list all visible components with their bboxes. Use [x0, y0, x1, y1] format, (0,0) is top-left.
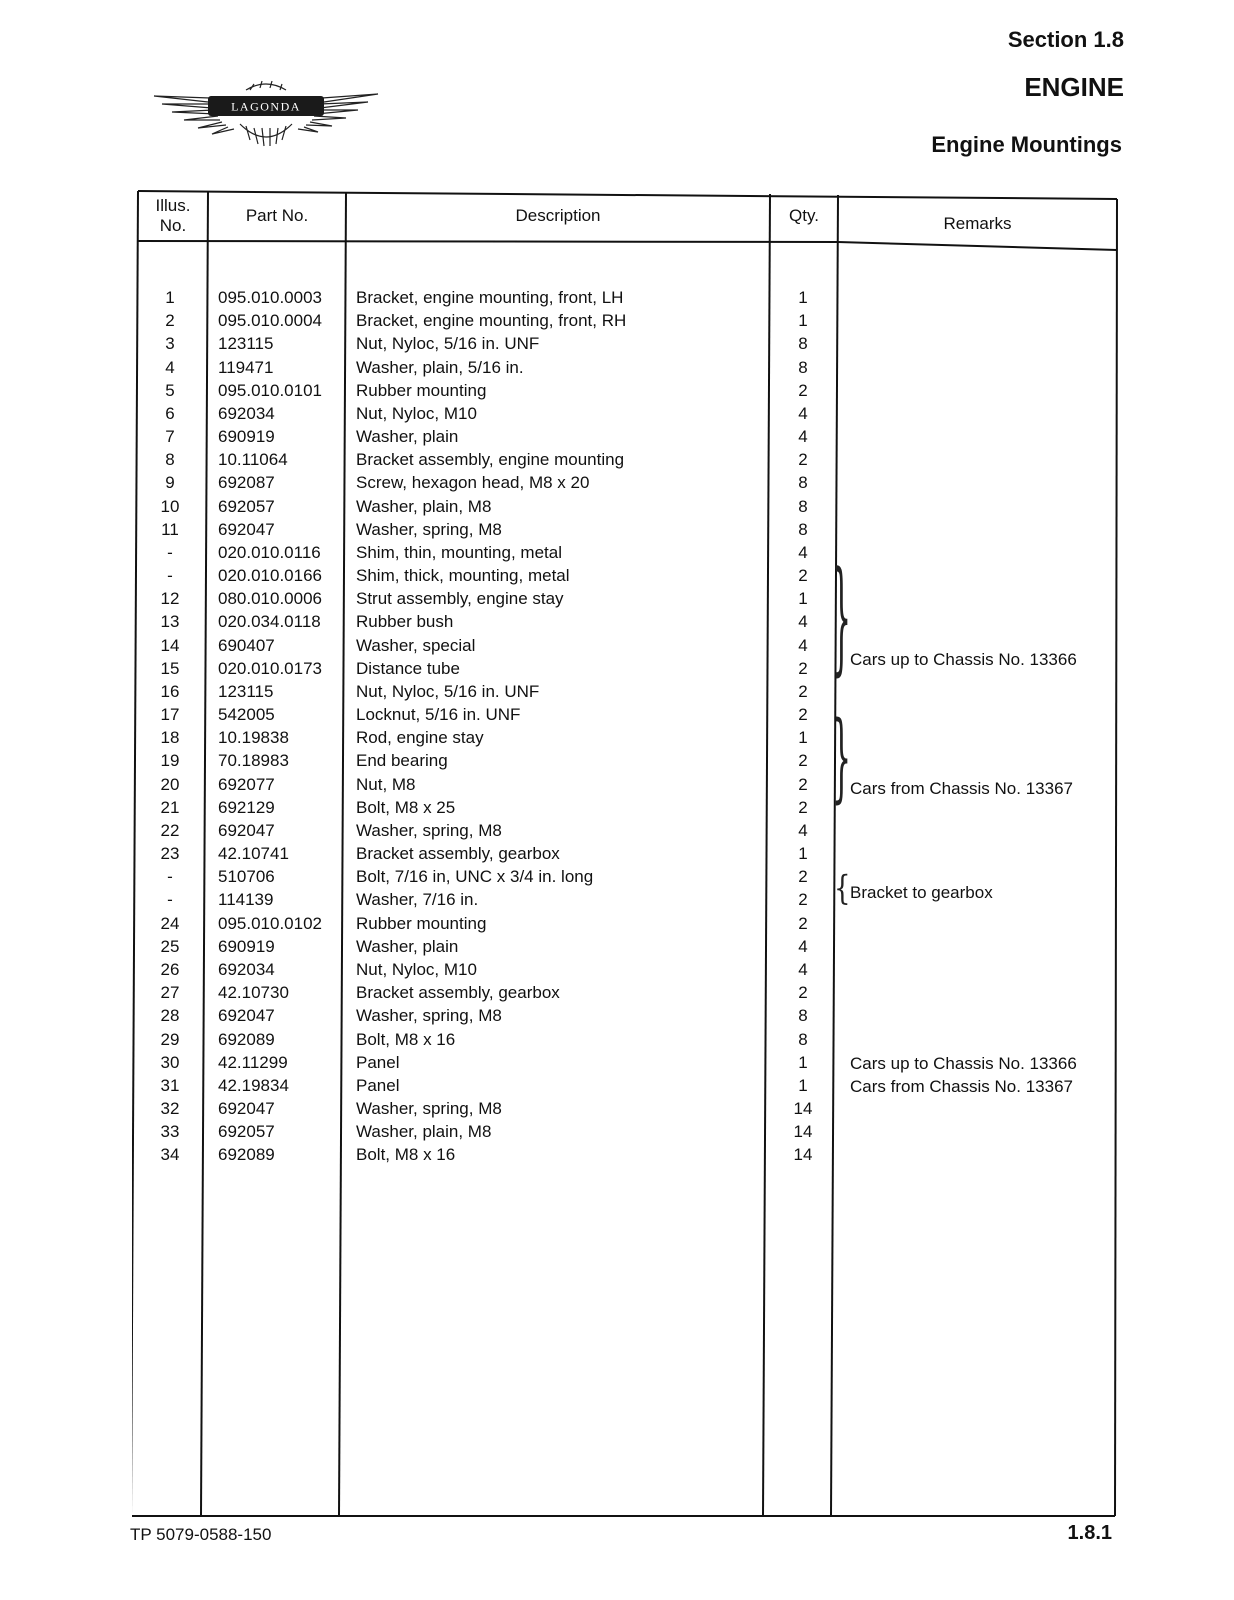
part-number-cell: 692089 [218, 1029, 275, 1049]
table-row [132, 842, 1122, 865]
illus-cell: 16 [160, 681, 180, 701]
table-row [132, 587, 1122, 610]
table-row [132, 564, 1122, 587]
quantity-cell: 4 [798, 542, 808, 562]
description-cell: Rubber mounting [356, 380, 487, 400]
table-row [132, 1028, 1122, 1051]
description-cell: Nut, Nyloc, 5/16 in. UNF [356, 681, 540, 701]
description-cell: Washer, 7/16 in. [356, 890, 479, 910]
description-cell: Panel [356, 1075, 400, 1095]
table-row [132, 726, 1122, 749]
quantity-cell: 8 [798, 496, 808, 516]
quantity-cell: 1 [798, 311, 808, 331]
column-header-remarks: Remarks [943, 214, 1012, 233]
quantity-cell: 2 [798, 983, 808, 1003]
quantity-cell: 2 [798, 751, 808, 771]
description-cell: Rubber mounting [356, 913, 487, 933]
description-cell: Bracket assembly, engine mounting [356, 450, 625, 470]
footer-page-number: 1.8.1 [1067, 1522, 1112, 1544]
column-header-description: Description [515, 206, 601, 225]
footer-reference: TP 5079-0588-150 [130, 1525, 272, 1544]
quantity-cell: 1 [798, 728, 808, 748]
table-row [132, 379, 1122, 402]
illus-cell: - [167, 867, 173, 887]
illus-cell: 2 [165, 311, 175, 331]
part-number-cell: 080.010.0006 [218, 589, 322, 609]
description-cell: Bolt, M8 x 16 [356, 1029, 456, 1049]
part-number-cell: 542005 [218, 705, 275, 725]
quantity-cell: 1 [798, 844, 808, 864]
description-cell: Washer, special [356, 635, 476, 655]
quantity-cell: 4 [798, 936, 808, 956]
quantity-cell: 1 [798, 1075, 808, 1095]
quantity-cell: 2 [798, 380, 808, 400]
illus-cell: - [167, 890, 173, 910]
table-row [132, 703, 1122, 726]
description-cell: Washer, plain [356, 427, 459, 447]
section-subtitle: Engine Mountings [931, 132, 1122, 157]
part-number-cell: 692077 [218, 774, 275, 794]
description-cell: Bracket assembly, gearbox [356, 844, 560, 864]
quantity-cell: 2 [798, 705, 808, 725]
remark-stay-early: Cars up to Chassis No. 13366 [850, 650, 1077, 669]
part-number-cell: 692047 [218, 1006, 275, 1026]
part-number-cell: 70.18983 [218, 751, 289, 771]
table-row [132, 309, 1122, 332]
part-number-cell: 095.010.0003 [218, 288, 322, 307]
quantity-cell: 2 [798, 797, 808, 817]
quantity-cell: 2 [798, 658, 808, 678]
quantity-cell: 8 [798, 519, 808, 539]
table-row [132, 448, 1122, 471]
table-row [132, 1143, 1122, 1166]
description-cell: Strut assembly, engine stay [356, 589, 564, 609]
illus-cell: 34 [160, 1145, 180, 1165]
part-number-cell: 692034 [218, 403, 275, 423]
part-number-cell: 692089 [218, 1145, 275, 1165]
illus-cell: 33 [160, 1122, 180, 1142]
description-cell: Bolt, M8 x 16 [356, 1145, 456, 1165]
illus-cell: 10 [160, 496, 180, 516]
table-row [132, 1120, 1122, 1143]
remark-stay-late: Cars from Chassis No. 13367 [850, 779, 1073, 798]
illus-cell: 11 [161, 519, 179, 539]
table-row [132, 332, 1122, 355]
description-cell: Shim, thick, mounting, metal [356, 566, 570, 586]
quantity-cell: 8 [798, 1029, 808, 1049]
description-cell: Bolt, 7/16 in, UNC x 3/4 in. long [356, 867, 594, 887]
table-row [132, 495, 1122, 518]
table-body [132, 286, 1122, 1167]
description-cell: Washer, spring, M8 [356, 1006, 502, 1026]
part-number-cell: 692129 [218, 797, 275, 817]
quantity-cell: 4 [798, 959, 808, 979]
illus-cell: 25 [160, 936, 180, 956]
illus-cell: 30 [160, 1052, 180, 1072]
description-cell: Locknut, 5/16 in. UNF [356, 705, 521, 725]
brace-stay-late: } [832, 703, 852, 816]
remark-panel-late: Cars from Chassis No. 13367 [850, 1077, 1073, 1096]
description-cell: Nut, Nyloc, M10 [356, 959, 477, 979]
part-number-cell: 42.19834 [218, 1075, 289, 1095]
description-cell: Nut, M8 [356, 774, 416, 794]
illus-cell: - [167, 542, 173, 562]
part-number-cell: 690407 [218, 635, 275, 655]
quantity-cell: 14 [793, 1122, 813, 1142]
illus-cell: 18 [160, 728, 180, 748]
table-row [132, 912, 1122, 935]
quantity-cell: 14 [793, 1099, 813, 1119]
illus-cell: 31 [160, 1075, 180, 1095]
description-cell: Bracket assembly, gearbox [356, 983, 560, 1003]
part-number-cell: 692057 [218, 496, 275, 516]
description-cell: Washer, spring, M8 [356, 1099, 502, 1119]
part-number-cell: 690919 [218, 427, 275, 447]
illus-cell: 5 [165, 380, 175, 400]
description-cell: Washer, spring, M8 [356, 519, 502, 539]
illus-cell: 22 [160, 820, 180, 840]
illus-cell: 12 [160, 589, 180, 609]
table-row [132, 518, 1122, 541]
illus-cell: 32 [160, 1099, 180, 1119]
illus-cell: 7 [165, 427, 175, 447]
part-number-cell: 095.010.0004 [218, 311, 322, 331]
quantity-cell: 8 [798, 357, 808, 377]
illus-cell: 1 [165, 288, 175, 307]
table-row [132, 541, 1122, 564]
part-number-cell: 020.010.0116 [218, 542, 321, 562]
quantity-cell: 2 [798, 566, 808, 586]
quantity-cell: 4 [798, 427, 808, 447]
svg-text:LAGONDA: LAGONDA [231, 99, 301, 114]
illus-cell: 13 [160, 612, 180, 632]
illus-cell: 20 [160, 774, 180, 794]
description-cell: Distance tube [356, 658, 460, 678]
part-number-cell: 114139 [218, 890, 274, 910]
quantity-cell: 4 [798, 635, 808, 655]
description-cell: Panel [356, 1052, 400, 1072]
quantity-cell: 1 [798, 1052, 808, 1072]
illus-cell: 14 [160, 635, 180, 655]
part-number-cell: 692047 [218, 1099, 275, 1119]
illus-cell: - [167, 566, 173, 586]
part-number-cell: 123115 [218, 334, 274, 354]
quantity-cell: 4 [798, 403, 808, 423]
quantity-cell: 1 [798, 288, 808, 307]
part-number-cell: 020.034.0118 [218, 612, 321, 632]
description-cell: Nut, Nyloc, 5/16 in. UNF [356, 334, 540, 354]
quantity-cell: 8 [798, 1006, 808, 1026]
part-number-cell: 020.010.0173 [218, 658, 322, 678]
table-row [132, 819, 1122, 842]
quantity-cell: 8 [798, 473, 808, 493]
part-number-cell: 095.010.0101 [218, 380, 322, 400]
description-cell: Screw, hexagon head, M8 x 20 [356, 473, 590, 493]
description-cell: Shim, thin, mounting, metal [356, 542, 562, 562]
quantity-cell: 2 [798, 867, 808, 887]
remark-panel-early: Cars up to Chassis No. 13366 [850, 1054, 1077, 1073]
table-row [132, 749, 1122, 772]
part-number-cell: 692057 [218, 1122, 275, 1142]
table-row [132, 471, 1122, 494]
quantity-cell: 2 [798, 681, 808, 701]
part-number-cell: 510706 [218, 867, 275, 887]
description-cell: Rubber bush [356, 612, 454, 632]
table-row [132, 356, 1122, 379]
part-number-cell: 095.010.0102 [218, 913, 322, 933]
quantity-cell: 2 [798, 450, 808, 470]
table-row [132, 1097, 1122, 1120]
part-number-cell: 10.19838 [218, 728, 289, 748]
quantity-cell: 8 [798, 334, 808, 354]
column-header-part: Part No. [245, 206, 309, 225]
quantity-cell: 14 [793, 1145, 813, 1165]
illus-cell: 6 [165, 403, 175, 423]
illus-cell: 26 [160, 959, 180, 979]
description-cell: Bracket, engine mounting, front, RH [356, 311, 627, 331]
part-number-cell: 692047 [218, 519, 275, 539]
part-number-cell: 692087 [218, 473, 275, 493]
illus-cell: 15 [160, 658, 180, 678]
table-row [132, 286, 1122, 309]
description-cell: Washer, plain, 5/16 in. [356, 357, 524, 377]
part-number-cell: 692047 [218, 820, 275, 840]
illus-cell: 3 [165, 334, 175, 354]
illus-cell: 4 [165, 357, 175, 377]
table-row [132, 981, 1122, 1004]
part-number-cell: 42.10741 [218, 844, 289, 864]
quantity-cell: 4 [798, 612, 808, 632]
part-number-cell: 020.010.0166 [218, 566, 322, 586]
description-cell: Bolt, M8 x 25 [356, 797, 456, 817]
description-cell: Nut, Nyloc, M10 [356, 403, 477, 423]
illus-cell: 27 [160, 983, 180, 1003]
illus-cell: 21 [160, 797, 180, 817]
section-label: Section 1.8 [1007, 27, 1124, 52]
illus-cell: 28 [160, 1006, 180, 1026]
lagonda-wings-logo [150, 78, 382, 150]
part-number-cell: 42.10730 [218, 983, 289, 1003]
section-title: ENGINE [1024, 72, 1124, 102]
part-number-cell: 42.11299 [218, 1052, 288, 1072]
remark-gearbox: Bracket to gearbox [850, 883, 993, 902]
quantity-cell: 2 [798, 913, 808, 933]
quantity-cell: 4 [798, 820, 808, 840]
table-row [132, 402, 1122, 425]
table-row [132, 680, 1122, 703]
table-row [132, 958, 1122, 981]
description-cell: Rod, engine stay [356, 728, 484, 748]
brace-stay-early: } [832, 547, 852, 692]
part-number-cell: 10.11064 [218, 450, 288, 470]
description-cell: Washer, spring, M8 [356, 820, 502, 840]
illus-cell: 8 [165, 450, 175, 470]
illus-cell: 29 [160, 1029, 180, 1049]
description-cell: Washer, plain, M8 [356, 1122, 492, 1142]
illus-cell: 9 [165, 473, 175, 493]
table-row [132, 935, 1122, 958]
brace-gearbox: { [834, 869, 851, 909]
column-header-illus: Illus. No. [155, 196, 191, 235]
description-cell: Washer, plain [356, 936, 459, 956]
table-row [132, 610, 1122, 633]
illus-cell: 24 [160, 913, 180, 933]
description-cell: End bearing [356, 751, 448, 771]
illus-cell: 19 [160, 751, 180, 771]
part-number-cell: 692034 [218, 959, 275, 979]
illus-cell: 23 [160, 844, 180, 864]
description-cell: Bracket, engine mounting, front, LH [356, 288, 624, 307]
part-number-cell: 690919 [218, 936, 275, 956]
table-row [132, 425, 1122, 448]
illus-cell: 17 [160, 705, 180, 725]
table-row [132, 1004, 1122, 1027]
quantity-cell: 1 [798, 589, 808, 609]
part-number-cell: 123115 [218, 681, 274, 701]
parts-table [132, 190, 1122, 1520]
column-header-qty: Qty. [789, 206, 819, 225]
part-number-cell: 119471 [218, 357, 274, 377]
quantity-cell: 2 [798, 774, 808, 794]
quantity-cell: 2 [798, 890, 808, 910]
description-cell: Washer, plain, M8 [356, 496, 492, 516]
